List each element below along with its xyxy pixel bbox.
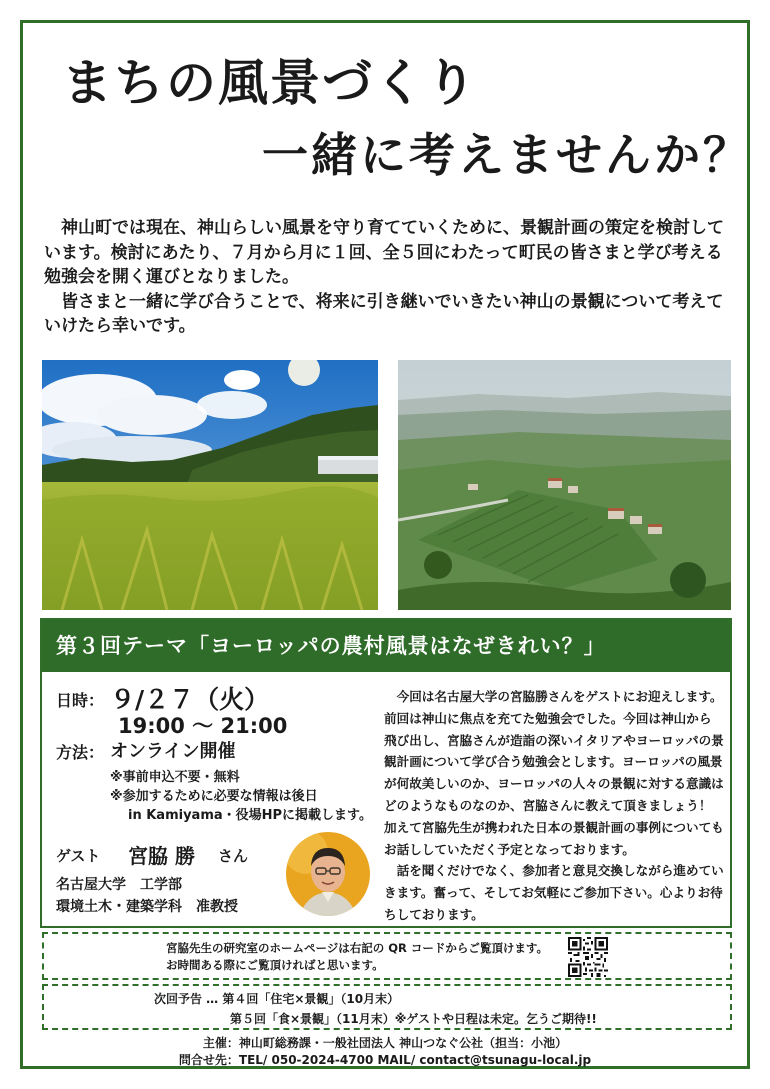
intro-paragraph: 皆さまと一緒に学び合うことで、将来に引き継いでいきたい神山の景観について考えていけたら幸いです。 bbox=[44, 291, 724, 336]
theme-section bbox=[40, 618, 732, 928]
description-paragraph: 今回は名古屋大学の宮脇勝さんをゲストにお迎えします。前回は神山に焦点を充てた勉強会でした。今回は神山から飛び出し、宮脇さんが造詣の深いイタリアやヨーロッパの景観計画について学び合う勉強会とします。ヨーロッパの風景が何故美しいのか、ヨーロッパの人々の景観に対する意識はどのようなものなのか、宮脇さんに教えて頂きましょう！加えて宮脇先生が携われた日本の景観計画の事例についてもお話ししていただく予定となっております。 bbox=[384, 689, 724, 857]
qr-notice-line: 宮脇先生の研究室のホームページは右記の QR コードからご覧頂けます。 bbox=[166, 941, 548, 955]
organizer-info: 主催：神山町総務課・一般社団法人 神山つなぐ公社（担当：小池） bbox=[202, 1036, 568, 1050]
contact-info: 問合せ先：TEL/ 050-2024-4700 MAIL/ contact@tsunagu-local.jp bbox=[178, 1053, 592, 1067]
event-date: ９/２７（火） bbox=[110, 685, 270, 714]
guest-honorific: さん bbox=[218, 847, 249, 865]
method-label: 方法： bbox=[56, 743, 105, 762]
guest-name: 宮脇 勝 bbox=[128, 844, 195, 868]
next-session-line: 次回予告 … 第４回「住宅×景観」（10月末） bbox=[154, 992, 400, 1006]
kamiyama-rice-field-photo bbox=[42, 360, 378, 610]
event-description bbox=[384, 686, 724, 926]
page-title: まちの風景づくり bbox=[62, 54, 478, 112]
page-subtitle: 一緒に考えませんか？ bbox=[262, 128, 752, 182]
guest-portrait bbox=[286, 832, 370, 916]
event-method: オンライン開催 bbox=[110, 741, 236, 762]
guest-affiliation: 環境土木・建築学科 准教授 bbox=[56, 899, 238, 915]
guest-label: ゲスト bbox=[56, 847, 101, 865]
description-paragraph: 話を聞くだけでなく、参加者と意見交換しながら進めていきます。奮って、そしてお気軽にご参加下さい。心よりお待ちしております。 bbox=[384, 863, 724, 922]
theme-banner: 第３回テーマ「ヨーロッパの農村風景はなぜきれい？」 bbox=[42, 620, 730, 672]
qr-notice-box bbox=[42, 932, 732, 980]
qr-notice-text bbox=[166, 940, 548, 974]
date-label: 日時： bbox=[56, 691, 105, 710]
intro-paragraph: 神山町では現在、神山らしい風景を守り育てていくために、景観計画の策定を検討しています。検討にあたり、７月から月に１回、全５回にわたって町民の皆さまと学び考える勉強会を開く運びとなりました。 bbox=[44, 218, 724, 287]
european-vineyard-photo bbox=[398, 360, 731, 610]
guest-affiliation: 名古屋大学 工学部 bbox=[56, 877, 182, 893]
event-time: 19:00 ～ 21:00 bbox=[118, 714, 288, 738]
event-note: ※事前申込不要・無料 bbox=[110, 770, 240, 785]
qr-code-icon[interactable] bbox=[568, 937, 608, 977]
intro-text bbox=[44, 216, 734, 339]
next-session-line: 第５回「食×景観」（11月末）※ゲストや日程は未定。乞うご期待!! bbox=[230, 1012, 597, 1026]
next-session-box bbox=[42, 984, 732, 1030]
qr-notice-line: お時間ある際にご覧頂ければと思います。 bbox=[166, 958, 384, 972]
event-note: ※参加するために必要な情報は後日 bbox=[110, 789, 318, 804]
event-note: in Kamiyama・役場HPに掲載します。 bbox=[128, 808, 373, 823]
